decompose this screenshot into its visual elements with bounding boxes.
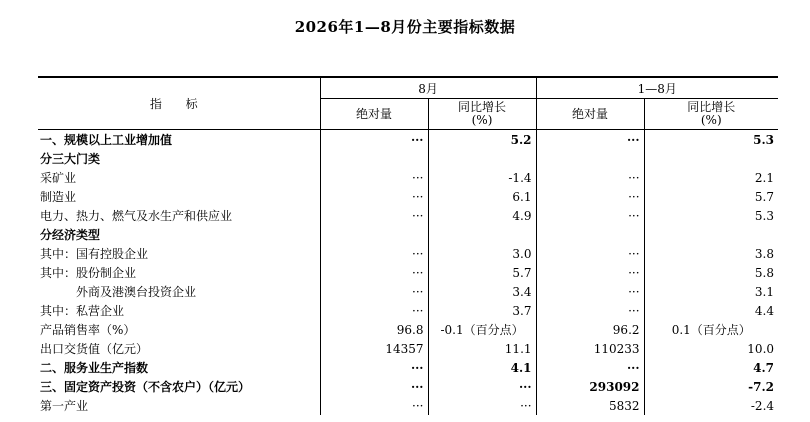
cell-cum-yoy: 4.7	[644, 358, 778, 377]
cell-month-abs: ···	[320, 187, 428, 206]
row-label: 出口交货值（亿元）	[40, 342, 149, 356]
table-row	[38, 149, 778, 168]
cell-month-yoy: 3.7	[428, 301, 536, 320]
table-row	[38, 225, 778, 244]
table-row	[38, 206, 778, 225]
table-row	[38, 244, 778, 263]
row-label: 二、服务业生产指数	[40, 361, 149, 375]
table-row	[38, 396, 778, 415]
cell-month-abs: ···	[320, 168, 428, 187]
cell-cum-yoy: 2.1	[644, 168, 778, 187]
cell-month-yoy: 3.4	[428, 282, 536, 301]
cell-month-yoy: 11.1	[428, 339, 536, 358]
table-row	[38, 377, 778, 396]
header-period-month: 8月	[320, 77, 536, 99]
cell-cum-yoy: 3.1	[644, 282, 778, 301]
cell-month-abs: ···	[320, 282, 428, 301]
cell-month-yoy: 3.0	[428, 244, 536, 263]
row-label: 一、规模以上工业增加值	[40, 133, 173, 147]
cell-month-abs: ···	[320, 244, 428, 263]
cell-cum-abs: ···	[536, 130, 644, 150]
cell-cum-abs: ···	[536, 168, 644, 187]
cell-month-yoy: 4.1	[428, 358, 536, 377]
table-row	[38, 301, 778, 320]
cell-month-abs: ···	[320, 358, 428, 377]
cell-cum-yoy: 5.7	[644, 187, 778, 206]
cell-month-abs: ···	[320, 301, 428, 320]
cell-month-abs: ···	[320, 396, 428, 415]
page-title: 2026年1—8月份主要指标数据	[294, 18, 516, 36]
cell-cum-abs: 96.2	[536, 320, 644, 339]
cell-month-yoy: 5.2	[428, 130, 536, 150]
cell-cum-abs: ···	[536, 282, 644, 301]
table-row	[38, 187, 778, 206]
cell-month-abs: 14357	[320, 339, 428, 358]
cell-cum-yoy: 5.3	[644, 130, 778, 150]
header-period-cumulative: 1—8月	[536, 77, 778, 99]
row-label: 第一产业	[40, 399, 89, 413]
cell-cum-yoy: 10.0	[644, 339, 778, 358]
row-label: 产品销售率（%）	[40, 323, 136, 337]
cell-cum-abs: ···	[536, 187, 644, 206]
cell-cum-yoy: 3.8	[644, 244, 778, 263]
cell-cum-yoy: 0.1（百分点）	[644, 320, 778, 339]
cell-month-abs: ···	[320, 377, 428, 396]
cell-cum-yoy: 4.4	[644, 301, 778, 320]
row-label: 外商及港澳台投资企业	[76, 285, 197, 299]
table-row	[38, 168, 778, 187]
table-row	[38, 339, 778, 358]
header-yoy-month: 同比增长 (%)	[428, 99, 536, 130]
cell-month-yoy: -1.4	[428, 168, 536, 187]
cell-month-abs: 96.8	[320, 320, 428, 339]
cell-cum-abs: ···	[536, 244, 644, 263]
cell-cum-abs: 110233	[536, 339, 644, 358]
cell-cum-yoy: -7.2	[644, 377, 778, 396]
row-label: 分三大门类	[40, 152, 101, 166]
row-label: 其中：股份制企业	[40, 266, 137, 280]
table-row	[38, 282, 778, 301]
cell-cum-yoy: -2.4	[644, 396, 778, 415]
row-label: 三、固定资产投资（不含农户）（亿元）	[40, 380, 251, 394]
header-yoy-cumulative: 同比增长 (%)	[644, 99, 778, 130]
table-row	[38, 320, 778, 339]
cell-cum-abs: 5832	[536, 396, 644, 415]
cell-cum-yoy: 5.3	[644, 206, 778, 225]
cell-month-abs: ···	[320, 206, 428, 225]
table-row	[38, 263, 778, 282]
cell-month-yoy: 4.9	[428, 206, 536, 225]
cell-month-yoy: -0.1（百分点）	[428, 320, 536, 339]
header-indicator: 指 标	[38, 77, 320, 130]
cell-cum-abs: ···	[536, 206, 644, 225]
indicator-table	[38, 76, 778, 415]
cell-month-yoy: ···	[428, 377, 536, 396]
row-label: 其中：国有控股企业	[40, 247, 149, 261]
row-label: 电力、热力、燃气及水生产和供应业	[40, 209, 233, 223]
cell-month-yoy: 5.7	[428, 263, 536, 282]
header-abs-month: 绝对量	[320, 99, 428, 130]
cell-cum-abs: 293092	[536, 377, 644, 396]
row-label: 采矿业	[40, 171, 77, 185]
row-label: 制造业	[40, 190, 77, 204]
header-abs-cumulative: 绝对量	[536, 99, 644, 130]
cell-month-abs: ···	[320, 130, 428, 150]
cell-month-abs: ···	[320, 263, 428, 282]
row-label: 其中：私营企业	[40, 304, 125, 318]
cell-cum-abs: ···	[536, 263, 644, 282]
cell-month-yoy: ···	[428, 396, 536, 415]
row-label: 分经济类型	[40, 228, 101, 242]
table-row	[38, 130, 778, 150]
table-row	[38, 358, 778, 377]
cell-month-yoy: 6.1	[428, 187, 536, 206]
cell-cum-abs: ···	[536, 358, 644, 377]
cell-cum-yoy: 5.8	[644, 263, 778, 282]
cell-cum-abs: ···	[536, 301, 644, 320]
